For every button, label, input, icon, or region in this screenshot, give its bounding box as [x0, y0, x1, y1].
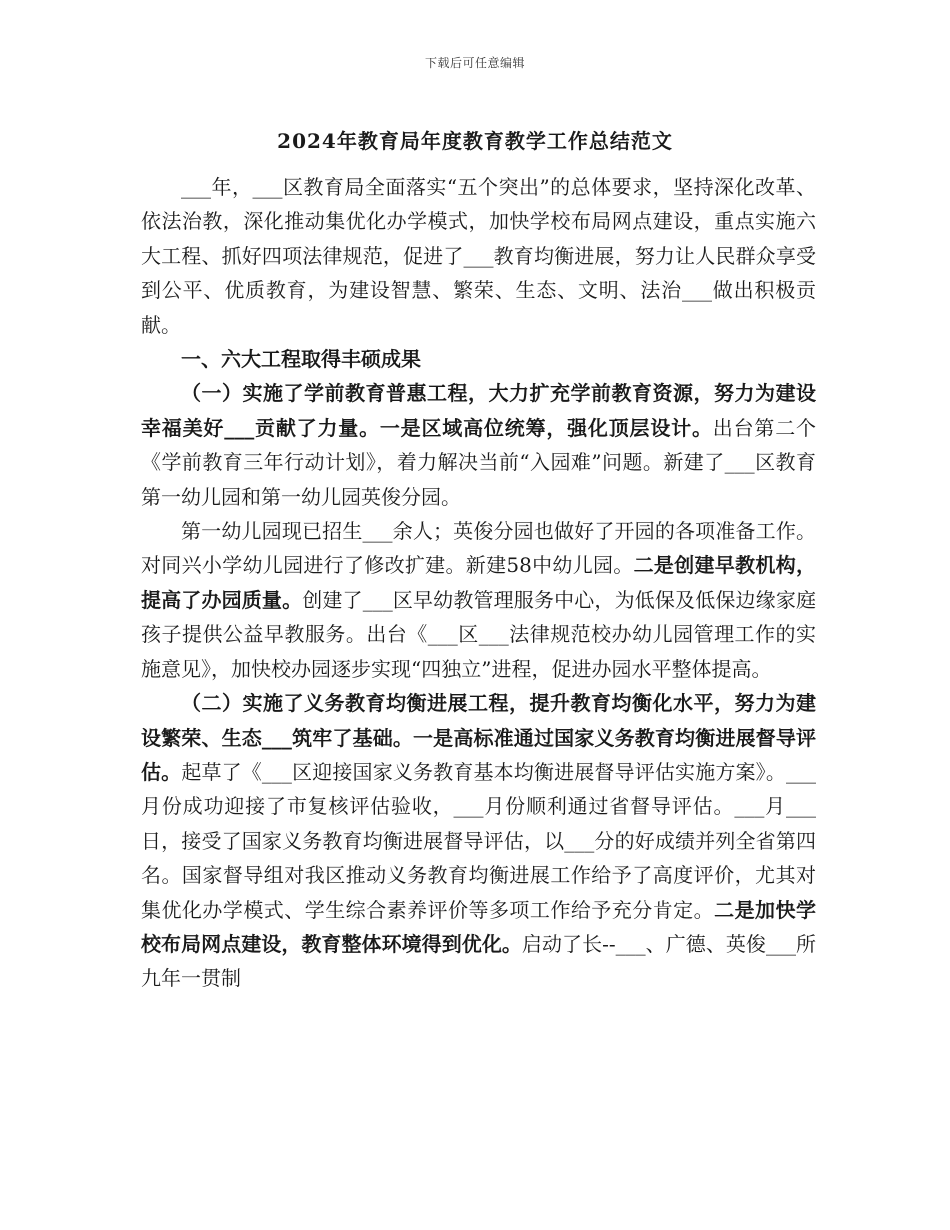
header-note: 下载后可任意编辑: [424, 56, 525, 70]
subsection-1-paragraph: [141, 376, 816, 514]
section-heading: 一、六大工程取得丰硕成果: [181, 347, 421, 372]
subsection-2-paragraph: [141, 686, 816, 996]
document-title: 2024年教育局年度教育教学工作总结范文: [277, 129, 673, 153]
subsection-1-lead: （一）实施了学前教育普惠工程，大力扩充学前教育资源，努力为建设幸福美好___贡献了力量。一是区域高位统筹，强化顶层设计。: [141, 381, 816, 440]
kindergarten-text-c: 创建了___区早幼教管理服务中心，为低保及低保边缘家庭孩子提供公益早教服务。出台《___区___法律规范校办幼儿园管理工作的实施意见》，加快校办园逐步实现“四独立”进程，促进办园水平整体提高。: [141, 587, 816, 681]
subsection-2-lead: （二）实施了义务教育均衡进展工程，提升教育均衡化水平，努力为建设繁荣、生态___筑牢了基础。一是高标准通过国家义务教育均衡进展督导评估。: [141, 691, 816, 784]
intro-paragraph: ___年，___区教育局全面落实“五个突出”的总体要求，坚持深化改革、依法治教，深化推动集优化办学模式，加快学校布局网点建设，重点实施六大工程、抓好四项法律规范，促进了___教育均衡进展，努力让人民群众享受到公平、优质教育，为建设智慧、繁荣、生态、文明、法治___做出积极贡献。: [141, 175, 816, 337]
kindergarten-text-a: 第一幼儿园现已招生___余人；英俊分园也做好了开园的各项准备工作。对同兴小学幼儿园进行了修改扩建。新建58中幼儿园。: [141, 519, 816, 578]
subsection-1-text: 出台第二个《学前教育三年行动计划》，着力解决当前“入园难”问题。新建了___区教育第一幼儿园和第一幼儿园英俊分园。: [141, 415, 817, 509]
kindergarten-paragraph: [141, 514, 816, 686]
subsection-2-text-a: 起草了《___区迎接国家义务教育基本均衡进展督导评估实施方案》。___月份成功迎接了市复核评估验收，___月份顺利通过省督导评估。___月___日，接受了国家义务教育均衡进展督导评估，以___分的好成绩并列全省第四名。国家督导组对我区推动义务教育均衡进展工作给予了高度评价，尤其对集优化办学模式、学生综合素养评价等多项工作给予充分肯定。: [141, 759, 816, 922]
subsection-2-bold-b: 二是加快学校布局网点建设，教育整体环境得到优化。: [141, 897, 816, 956]
subsection-2-text-c: 启动了长--___、广德、英俊___所九年一贯制: [141, 931, 817, 991]
kindergarten-bold-b: 二是创建早教机构，提高了办园质量。: [141, 553, 816, 612]
document-body: [141, 170, 816, 996]
